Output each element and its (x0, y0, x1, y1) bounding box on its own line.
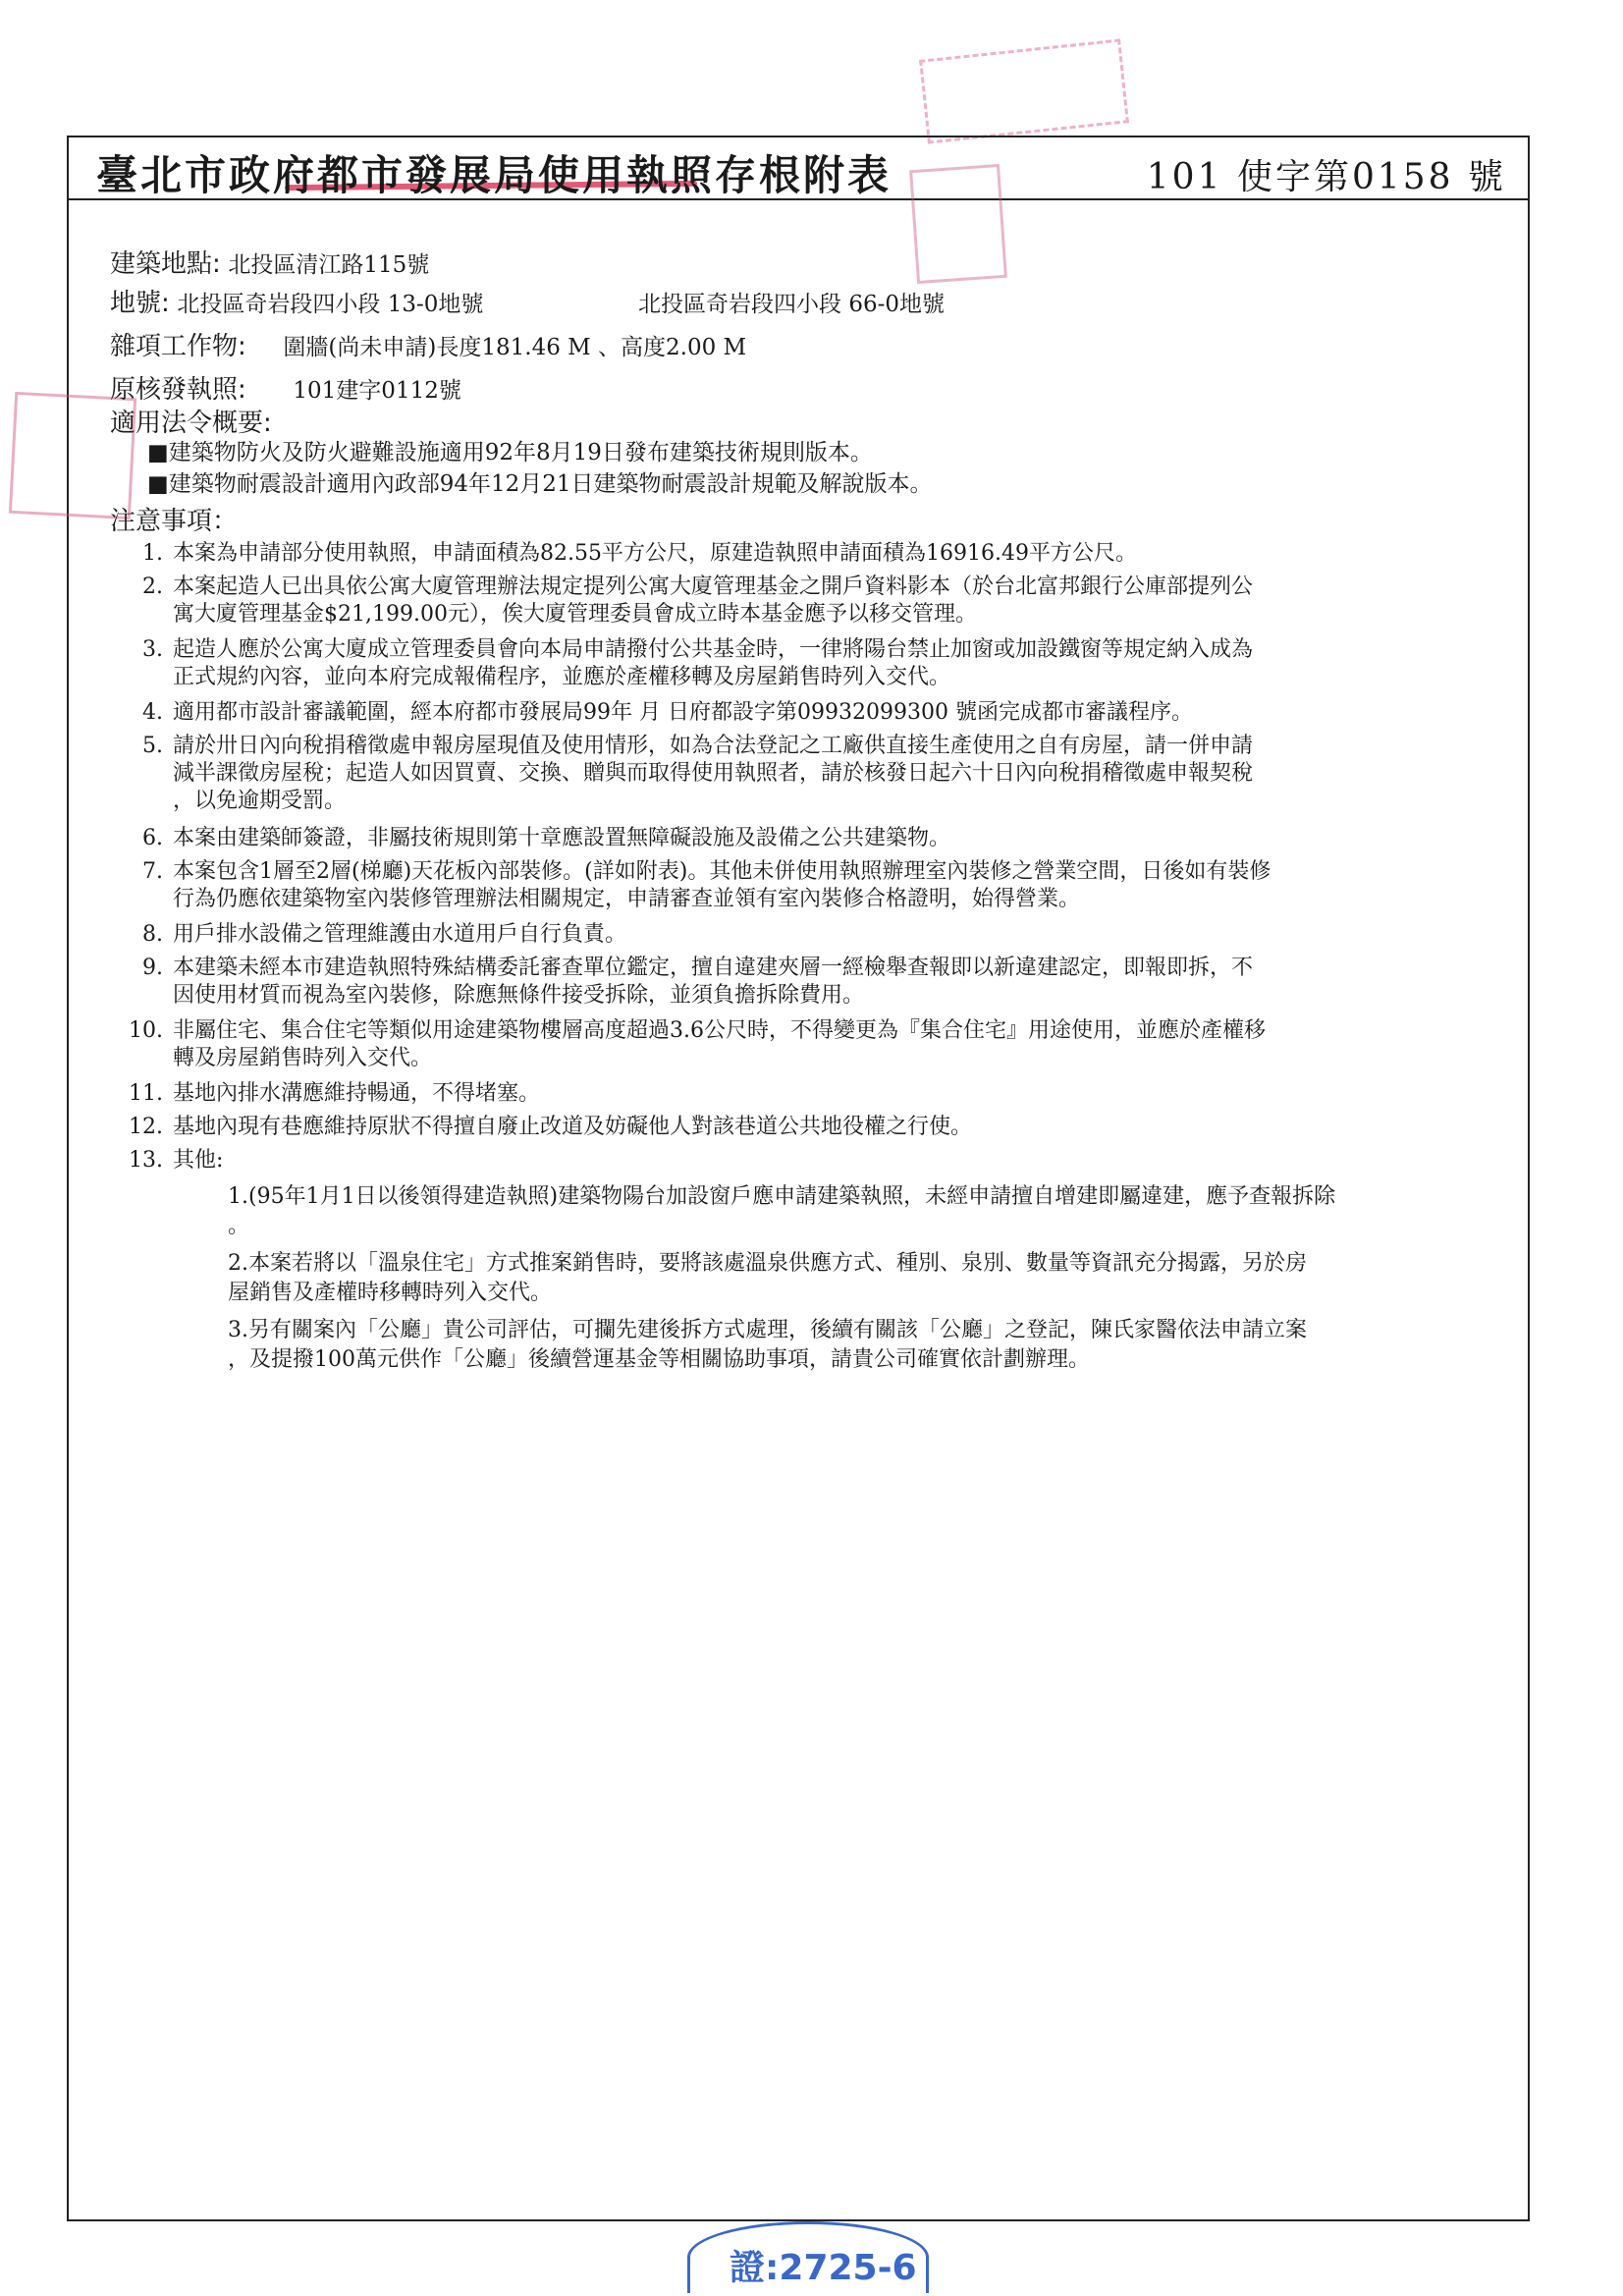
note-text: 本建築未經本市建造執照特殊結構委託審查單位鑑定，擅自違建夾層一經檢舉查報即以新違建認定，即報即拆，不 因使用材質而視為室內裝修，除應無條件接受拆除，並須負擔拆除費用。 (173, 956, 1254, 1008)
law-item: ■建築物耐震設計適用內政部94年12月21日建築物耐震設計規範及解說版本。 (147, 471, 933, 497)
note-text: 其他: (173, 1148, 224, 1173)
note-text: 請於卅日內向稅捐稽徵處申報房屋現值及使用情形，如為合法登記之工廠供直接生產使用之自有房屋，請一併申請 減半課徵房屋稅；起造人如因買賣、交換、贈與而取得使用執照者，請於核發日起六十日內向稅捐稽徵處申報契稅 ，以免逾期受罰。 (173, 734, 1254, 813)
original-permit-label: 原核發執照: (110, 375, 246, 405)
lot-label: 地號: (110, 289, 170, 318)
stamp-number: 證:2725-6 (730, 2248, 917, 2288)
note-text: 本案由建築師簽證，非屬技術規則第十章應設置無障礙設施及設備之公共建築物。 (173, 826, 951, 850)
location-value: 北投區清江路115號 (228, 252, 430, 278)
title-row (69, 137, 1528, 200)
note-number: 4. (142, 700, 163, 725)
note-number: 11. (129, 1081, 163, 1106)
note-number: 13. (129, 1148, 163, 1173)
lot-value-1: 北投區奇岩段四小段 13-0地號 (177, 292, 484, 317)
note-text: 基地內排水溝應維持暢通，不得堵塞。 (173, 1081, 541, 1106)
note-text: 適用都市設計審議範圍，經本府都市發展局99年 月 日府都設字第09932099300 號函完成都市審議程序。 (173, 700, 1193, 725)
note-text: 用戶排水設備之管理維護由水道用戶自行負責。 (173, 922, 627, 947)
note-number: 3. (142, 637, 163, 662)
laws-label: 適用法令概要: (110, 409, 272, 438)
document-frame (67, 136, 1530, 2221)
law-item: ■建築物防火及防火避難設施適用92年8月19日發布建築技術規則版本。 (147, 440, 873, 465)
note-number: 2. (142, 574, 163, 599)
note-text: 本案起造人已出具依公寓大廈管理辦法規定提列公寓大廈管理基金之開戶資料影本（於台北富邦銀行公庫部提列公 寓大廈管理基金$21,199.00元），俟大廈管理委員會成立時本基金應予以移交管理。 (173, 574, 1254, 627)
location-row (110, 244, 429, 280)
note-number: 10. (129, 1018, 163, 1043)
note-number: 8. (142, 922, 163, 947)
document-title: 臺北市政府都市發展局使用執照存根附表 (96, 151, 893, 199)
note-number: 5. (142, 734, 163, 758)
other-item: 1.(95年1月1日以後領得建造執照)建築物陽台加設窗戶應申請建築執照，未經申請擅自增建即屬違建，應予查報拆除 。 (228, 1184, 1336, 1238)
blue-certificate-stamp (687, 2221, 929, 2293)
original-permit-value: 101建字0112號 (293, 378, 461, 404)
lot-row (110, 283, 945, 319)
misc-works-row (110, 326, 746, 362)
permit-number: 101 使字第0158 號 (1146, 157, 1506, 197)
misc-works-value: 圍牆(尚未申請)長度181.46 M 、高度2.00 M (283, 335, 747, 360)
misc-works-label: 雜項工作物: (110, 332, 246, 361)
note-number: 1. (142, 541, 163, 566)
other-item: 2.本案若將以「溫泉住宅」方式推案銷售時，要將該處溫泉供應方式、種別、泉別、數量等資訊充分揭露，另於房 屋銷售及產權時移轉時列入交代。 (228, 1251, 1307, 1305)
notes-label: 注意事項： (110, 507, 239, 536)
note-text: 本案包含1層至2層(梯廳)天花板內部裝修。(詳如附表)。其他未併使用執照辦理室內裝修之營業空間，日後如有裝修 行為仍應依建築物室內裝修管理辦法相關規定，申請審查並領有室內裝修合格證明，始得營業。 (173, 859, 1271, 911)
original-permit-row (110, 369, 461, 406)
other-item: 3.另有關案內「公廳」貴公司評估，可攔先建後拆方式處理，後續有關該「公廳」之登記，陳氏家醫依法申請立案 ，及提撥100萬元供作「公廳」後續營運基金等相關協助事項，請貴公司確實依計劃辦理。 (228, 1318, 1307, 1372)
note-number: 6. (142, 826, 163, 850)
note-text: 基地內現有巷應維持原狀不得擅自廢止改道及妨礙他人對該巷道公共地役權之行使。 (173, 1115, 973, 1139)
note-number: 9. (142, 956, 163, 980)
location-label: 建築地點: (110, 249, 221, 279)
note-text: 本案為申請部分使用執照，申請面積為82.55平方公尺，原建造執照申請面積為16916.49平方公尺。 (173, 541, 1137, 566)
note-text: 起造人應於公寓大廈成立管理委員會向本局申請撥付公共基金時，一律將陽台禁止加窗或加設鐵窗等規定納入成為 正式規約內容，並向本府完成報備程序，並應於產權移轉及房屋銷售時列入交代。 (173, 637, 1254, 689)
note-number: 7. (142, 859, 163, 884)
note-number: 12. (129, 1115, 163, 1139)
lot-value-2: 北投區奇岩段四小段 66-0地號 (638, 292, 946, 317)
red-seal-stamp-right (909, 164, 1007, 284)
note-text: 非屬住宅、集合住宅等類似用途建築物樓層高度超過3.6公尺時，不得變更為『集合住宅』用途使用，並應於產權移 轉及房屋銷售時列入交代。 (173, 1018, 1266, 1070)
